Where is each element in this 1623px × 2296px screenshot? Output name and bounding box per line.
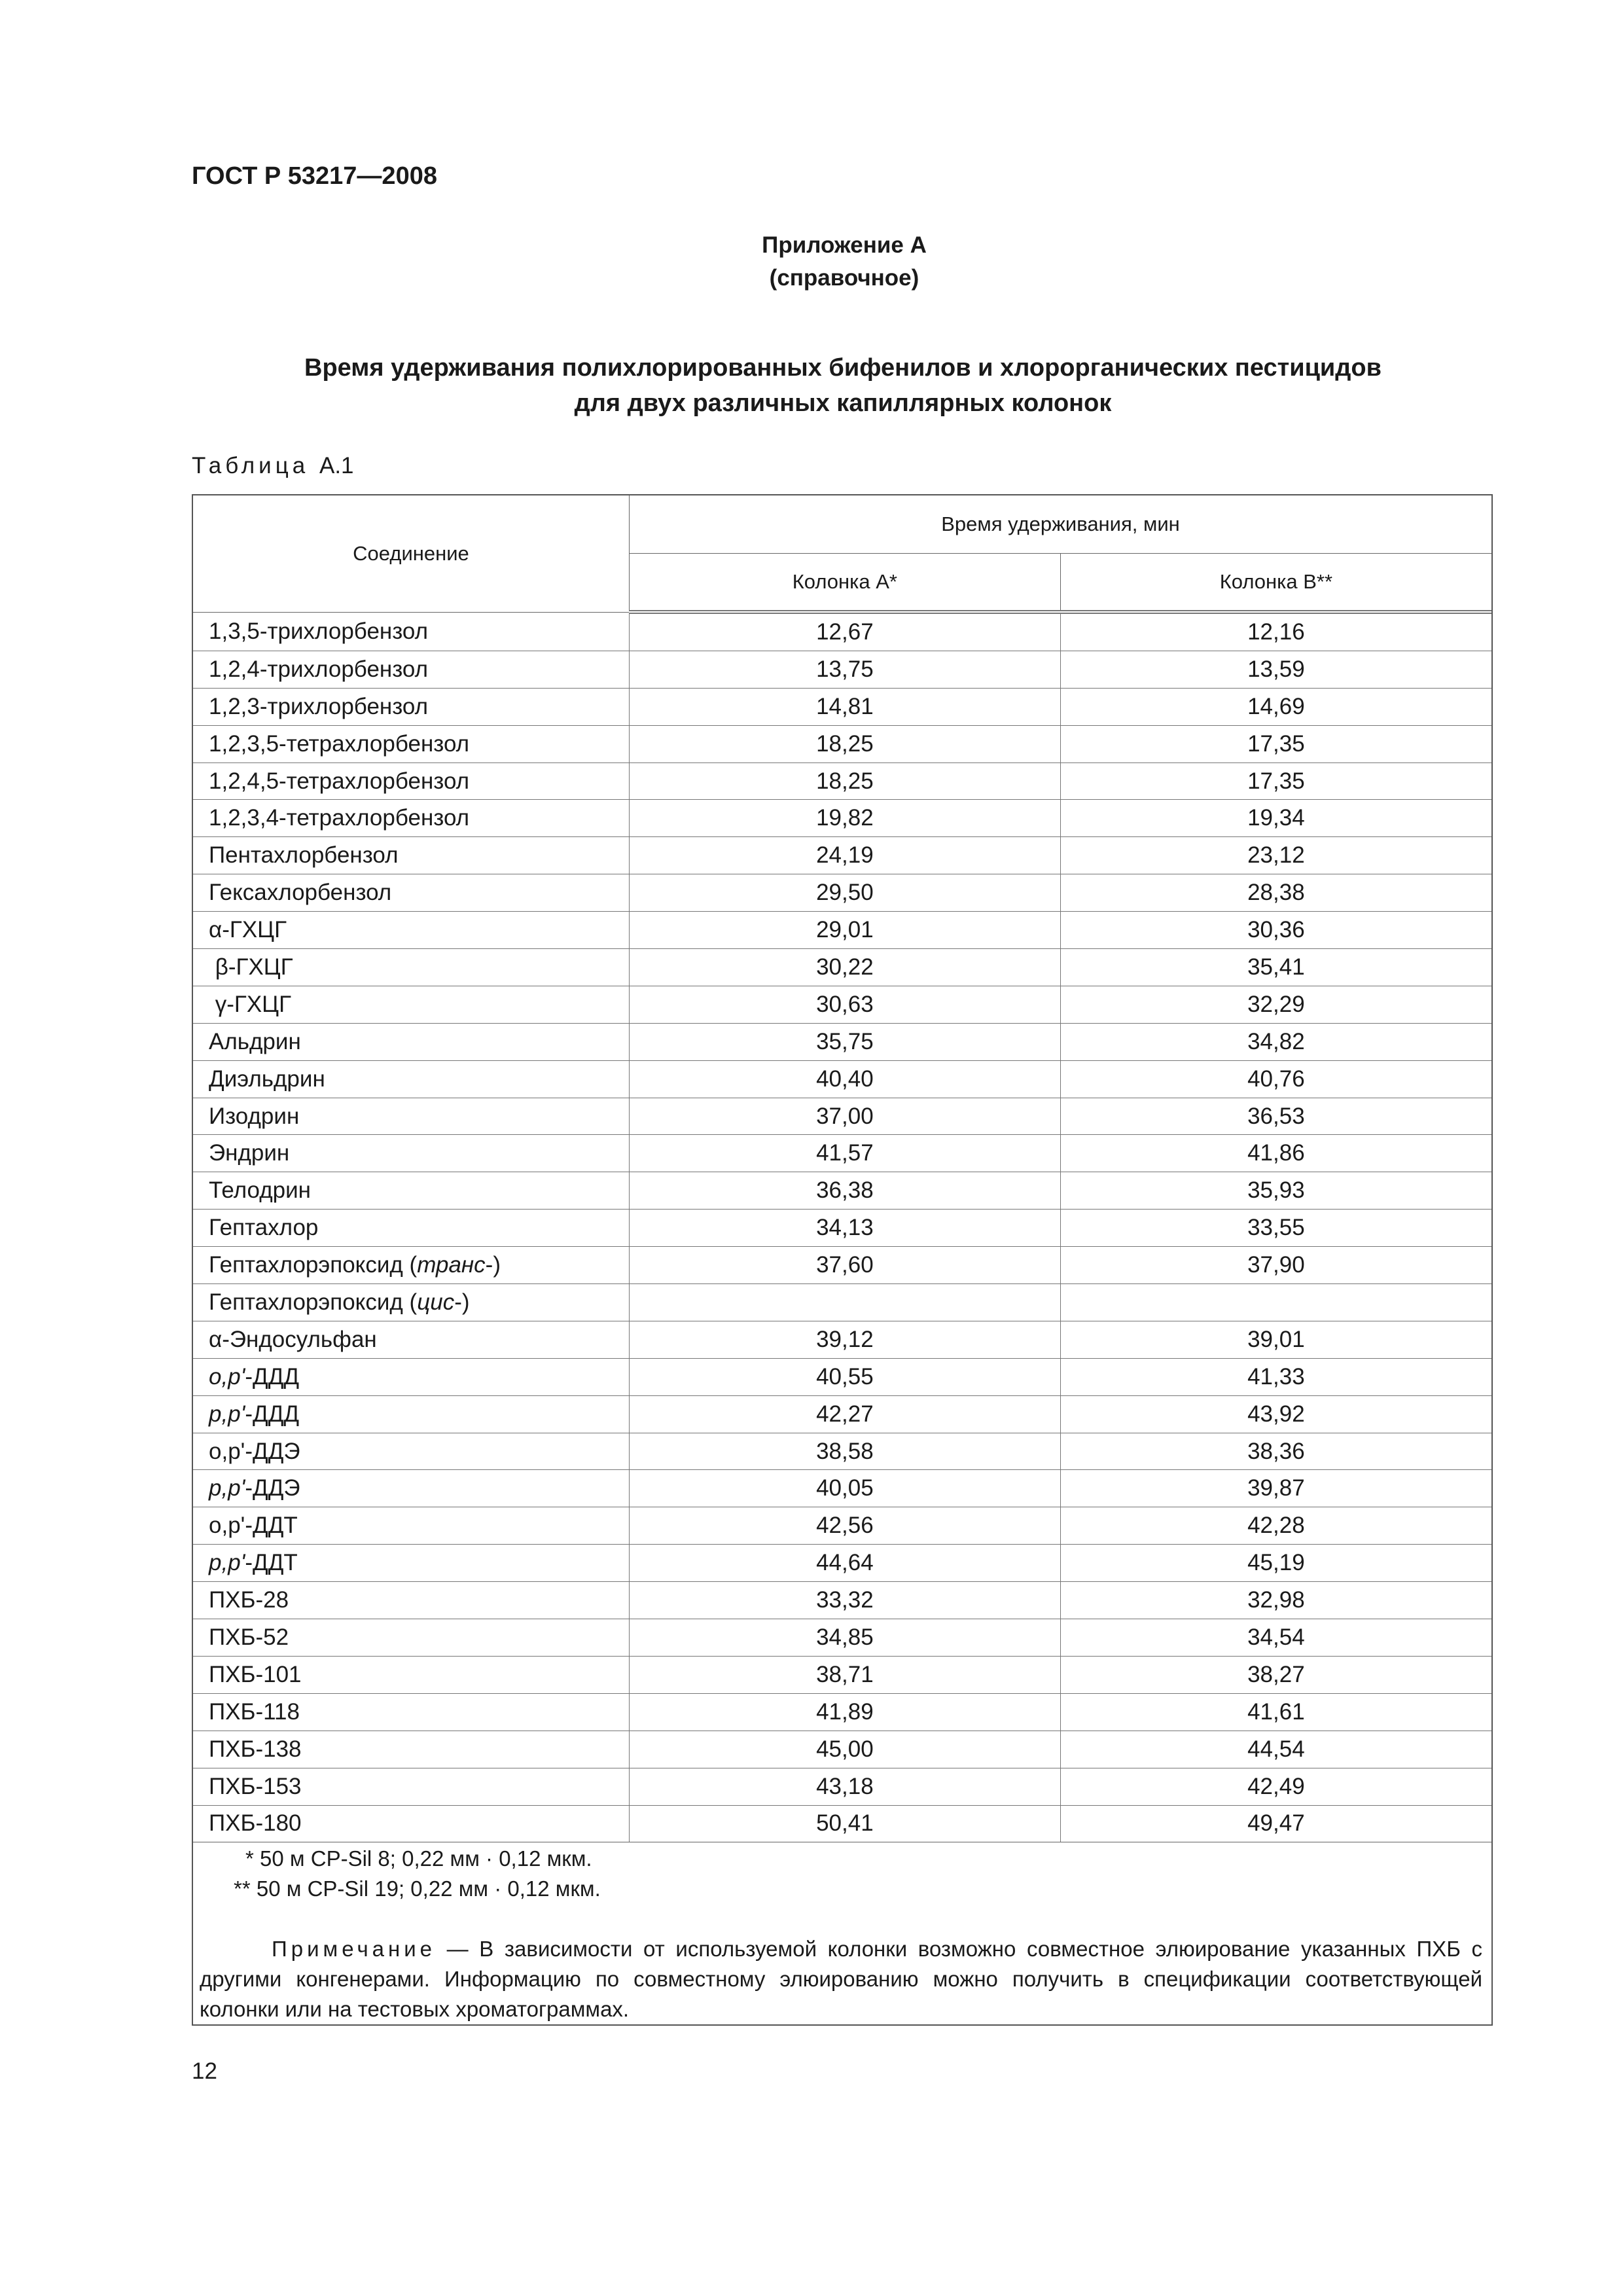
compound-name: -ДДТ bbox=[245, 1550, 298, 1576]
column-a-value: 29,50 bbox=[630, 874, 1061, 912]
column-b-value: 14,69 bbox=[1060, 688, 1491, 725]
column-a-value: 35,75 bbox=[630, 1023, 1061, 1060]
compound-name: α-Эндосульфан bbox=[209, 1326, 377, 1352]
compound-name: Альдрин bbox=[209, 1028, 301, 1054]
compound-cell bbox=[193, 1210, 630, 1247]
compound-cell bbox=[193, 1060, 630, 1098]
column-a-value: 36,38 bbox=[630, 1172, 1061, 1210]
table-row bbox=[193, 1768, 1491, 1805]
compound-cell bbox=[193, 1098, 630, 1135]
compound-cell bbox=[193, 1433, 630, 1470]
table-body bbox=[193, 612, 1491, 1842]
compound-name: Эндрин bbox=[209, 1140, 290, 1166]
compound-cell bbox=[193, 986, 630, 1023]
page-number: 12 bbox=[192, 2058, 217, 2084]
compound-name: β-ГХЦГ bbox=[209, 954, 293, 980]
table-row bbox=[193, 1172, 1491, 1210]
compound-name: Гептахлорэпоксид ( bbox=[209, 1289, 418, 1315]
table-row bbox=[193, 1805, 1491, 1842]
table-row bbox=[193, 986, 1491, 1023]
column-a-value: 40,05 bbox=[630, 1470, 1061, 1507]
column-a-value: 39,12 bbox=[630, 1321, 1061, 1358]
column-a-value: 13,75 bbox=[630, 651, 1061, 688]
compound-name: Гептахлорэпоксид ( bbox=[209, 1252, 418, 1278]
compound-cell bbox=[193, 1545, 630, 1582]
column-a-value: 42,56 bbox=[630, 1507, 1061, 1545]
column-a-value: 33,32 bbox=[630, 1582, 1061, 1619]
table-row bbox=[193, 725, 1491, 762]
table-row bbox=[193, 874, 1491, 912]
compound-name: -ДДЭ bbox=[245, 1475, 300, 1501]
compound-name: Пентахлорбензол bbox=[209, 842, 399, 869]
table-row bbox=[193, 762, 1491, 800]
compound-cell bbox=[193, 1619, 630, 1657]
table-caption-word: Таблица bbox=[192, 453, 310, 478]
note-label: Примечание bbox=[272, 1937, 437, 1961]
compound-name: ПХБ-180 bbox=[209, 1810, 302, 1837]
column-a-value: 41,89 bbox=[630, 1693, 1061, 1731]
compound-cell bbox=[193, 1768, 630, 1805]
header-column-a: Колонка А* bbox=[630, 554, 1061, 613]
compound-cell bbox=[193, 949, 630, 986]
compound-name: o,p'-ДДТ bbox=[209, 1513, 298, 1539]
column-a-value: 43,18 bbox=[630, 1768, 1061, 1805]
column-a-value: 12,67 bbox=[630, 612, 1061, 651]
compound-name: ПХБ-52 bbox=[209, 1624, 289, 1650]
table-row bbox=[193, 1619, 1491, 1657]
column-a-value: 18,25 bbox=[630, 762, 1061, 800]
column-a-value: 40,40 bbox=[630, 1060, 1061, 1098]
retention-time-table bbox=[193, 495, 1491, 1842]
table-row bbox=[193, 1656, 1491, 1693]
table-row bbox=[193, 1060, 1491, 1098]
column-b-value: 34,54 bbox=[1060, 1619, 1491, 1657]
compound-name: -ДДД bbox=[245, 1401, 300, 1427]
column-a-value: 34,13 bbox=[630, 1210, 1061, 1247]
table-row bbox=[193, 1321, 1491, 1358]
compound-cell bbox=[193, 874, 630, 912]
table-row bbox=[193, 800, 1491, 837]
compound-cell bbox=[193, 1172, 630, 1210]
table-row bbox=[193, 1358, 1491, 1395]
compound-cell bbox=[193, 1656, 630, 1693]
table-row bbox=[193, 1395, 1491, 1433]
column-a-value: 37,00 bbox=[630, 1098, 1061, 1135]
table-row bbox=[193, 1545, 1491, 1582]
table-row bbox=[193, 1582, 1491, 1619]
compound-cell bbox=[193, 912, 630, 949]
compound-cell bbox=[193, 1247, 630, 1284]
column-a-value: 29,01 bbox=[630, 912, 1061, 949]
column-b-value: 42,49 bbox=[1060, 1768, 1491, 1805]
column-a-value: 38,58 bbox=[630, 1433, 1061, 1470]
compound-name: γ-ГХЦГ bbox=[209, 991, 292, 1017]
note-text: — В зависимости от используемой колонки возможно совместное элюирование указанных ПХБ с другими конгенерами. Информацию по совместному элюированию можно получить в спецификации соответствующей колонки или на тестовых хроматограммах. bbox=[200, 1937, 1482, 2021]
column-b-value: 35,41 bbox=[1060, 949, 1491, 986]
table-frame bbox=[192, 494, 1493, 2026]
table-row bbox=[193, 949, 1491, 986]
table-row bbox=[193, 1284, 1491, 1321]
column-a-value: 50,41 bbox=[630, 1805, 1061, 1842]
column-b-value: 41,33 bbox=[1060, 1358, 1491, 1395]
table-row bbox=[193, 1135, 1491, 1172]
document-code: ГОСТ Р 53217—2008 bbox=[192, 162, 437, 190]
compound-name-tail: -) bbox=[454, 1289, 470, 1315]
column-b-value: 37,90 bbox=[1060, 1247, 1491, 1284]
column-b-value: 49,47 bbox=[1060, 1805, 1491, 1842]
compound-name: Гептахлор bbox=[209, 1215, 319, 1241]
column-a-value: 19,82 bbox=[630, 800, 1061, 837]
compound-isomer-prefix: o,p' bbox=[209, 1363, 245, 1390]
column-b-value: 34,82 bbox=[1060, 1023, 1491, 1060]
footnote-column-a: * 50 м CP-Sil 8; 0,22 мм · 0,12 мкм. bbox=[245, 1846, 592, 1871]
table-row bbox=[193, 1023, 1491, 1060]
compound-isomer: транс bbox=[417, 1252, 486, 1278]
column-b-value: 39,01 bbox=[1060, 1321, 1491, 1358]
header-column-b: Колонка В** bbox=[1060, 554, 1491, 613]
table-caption-number: А.1 bbox=[319, 453, 354, 478]
compound-cell bbox=[193, 800, 630, 837]
column-b-value: 17,35 bbox=[1060, 725, 1491, 762]
page-title bbox=[192, 350, 1494, 421]
column-a-value: 30,63 bbox=[630, 986, 1061, 1023]
column-b-value: 38,36 bbox=[1060, 1433, 1491, 1470]
compound-cell bbox=[193, 1135, 630, 1172]
compound-name: o,p'-ДДЭ bbox=[209, 1438, 300, 1464]
column-b-value: 12,16 bbox=[1060, 612, 1491, 651]
column-a-value: 42,27 bbox=[630, 1395, 1061, 1433]
column-b-value: 41,61 bbox=[1060, 1693, 1491, 1731]
compound-cell bbox=[193, 1805, 630, 1842]
column-b-value: 35,93 bbox=[1060, 1172, 1491, 1210]
table-row bbox=[193, 1507, 1491, 1545]
column-b-value: 39,87 bbox=[1060, 1470, 1491, 1507]
column-a-value: 30,22 bbox=[630, 949, 1061, 986]
table-row bbox=[193, 837, 1491, 874]
column-a-value: 14,81 bbox=[630, 688, 1061, 725]
column-a-value: 41,57 bbox=[630, 1135, 1061, 1172]
compound-isomer: цис bbox=[417, 1289, 455, 1315]
table-row bbox=[193, 1247, 1491, 1284]
column-b-value: 17,35 bbox=[1060, 762, 1491, 800]
title-line-1: Время удерживания полихлорированных бифенилов и хлорорганических пестицидов bbox=[304, 354, 1382, 382]
column-a-value: 44,64 bbox=[630, 1545, 1061, 1582]
column-b-value: 32,29 bbox=[1060, 986, 1491, 1023]
compound-name: ПХБ-101 bbox=[209, 1661, 302, 1687]
compound-isomer-prefix: p,p' bbox=[209, 1401, 245, 1427]
column-b-value: 23,12 bbox=[1060, 837, 1491, 874]
compound-name: Гексахлорбензол bbox=[209, 880, 392, 906]
compound-name: ПХБ-138 bbox=[209, 1736, 302, 1762]
column-b-value bbox=[1060, 1284, 1491, 1321]
column-b-value: 41,86 bbox=[1060, 1135, 1491, 1172]
table-row bbox=[193, 1210, 1491, 1247]
compound-name: 1,2,4-трихлорбензол bbox=[209, 656, 429, 682]
compound-cell bbox=[193, 612, 630, 651]
compound-cell bbox=[193, 762, 630, 800]
table-row bbox=[193, 1098, 1491, 1135]
header-retention-time: Время удерживания, мин bbox=[630, 495, 1492, 554]
column-b-value: 36,53 bbox=[1060, 1098, 1491, 1135]
table-row bbox=[193, 1470, 1491, 1507]
compound-name: 1,2,4,5-тетрахлорбензол bbox=[209, 768, 470, 794]
compound-name: 1,2,3,5-тетрахлорбензол bbox=[209, 730, 470, 757]
compound-name: α-ГХЦГ bbox=[209, 917, 287, 943]
table-row bbox=[193, 1731, 1491, 1768]
title-line-2: для двух различных капиллярных колонок bbox=[574, 389, 1112, 417]
compound-name: Диэльдрин bbox=[209, 1066, 325, 1092]
table-row bbox=[193, 1433, 1491, 1470]
compound-name: 1,3,5-трихлорбензол bbox=[209, 618, 429, 644]
column-a-value: 40,55 bbox=[630, 1358, 1061, 1395]
compound-cell bbox=[193, 1507, 630, 1545]
table-footnotes bbox=[193, 1844, 1491, 2024]
column-a-value bbox=[630, 1284, 1061, 1321]
column-a-value: 38,71 bbox=[630, 1656, 1061, 1693]
column-a-value: 37,60 bbox=[630, 1247, 1061, 1284]
header-compound: Соединение bbox=[193, 495, 630, 612]
compound-cell bbox=[193, 1731, 630, 1768]
column-b-value: 19,34 bbox=[1060, 800, 1491, 837]
compound-name-tail: -) bbox=[485, 1252, 501, 1278]
column-b-value: 38,27 bbox=[1060, 1656, 1491, 1693]
compound-name: 1,2,3-трихлорбензол bbox=[209, 693, 429, 719]
footnote-column-b: ** 50 м CP-Sil 19; 0,22 мм · 0,12 мкм. bbox=[234, 1876, 601, 1901]
appendix-title: Приложение А bbox=[762, 232, 927, 258]
column-b-value: 28,38 bbox=[1060, 874, 1491, 912]
column-b-value: 43,92 bbox=[1060, 1395, 1491, 1433]
column-b-value: 42,28 bbox=[1060, 1507, 1491, 1545]
compound-name: Телодрин bbox=[209, 1177, 311, 1204]
column-a-value: 34,85 bbox=[630, 1619, 1061, 1657]
compound-cell bbox=[193, 1358, 630, 1395]
compound-cell bbox=[193, 837, 630, 874]
table-row bbox=[193, 612, 1491, 651]
compound-cell bbox=[193, 1470, 630, 1507]
compound-cell bbox=[193, 688, 630, 725]
compound-cell bbox=[193, 725, 630, 762]
column-b-value: 40,76 bbox=[1060, 1060, 1491, 1098]
column-b-value: 30,36 bbox=[1060, 912, 1491, 949]
compound-name: ПХБ-153 bbox=[209, 1773, 302, 1799]
compound-name: ПХБ-28 bbox=[209, 1587, 289, 1613]
compound-cell bbox=[193, 1321, 630, 1358]
compound-cell bbox=[193, 1582, 630, 1619]
table-row bbox=[193, 912, 1491, 949]
compound-name: 1,2,3,4-тетрахлорбензол bbox=[209, 805, 470, 831]
compound-cell bbox=[193, 1395, 630, 1433]
table-row bbox=[193, 651, 1491, 688]
compound-isomer-prefix: p,p' bbox=[209, 1475, 245, 1501]
compound-cell bbox=[193, 1284, 630, 1321]
column-a-value: 18,25 bbox=[630, 725, 1061, 762]
table-note bbox=[193, 1934, 1491, 2024]
compound-isomer-prefix: p,p' bbox=[209, 1550, 245, 1576]
column-b-value: 13,59 bbox=[1060, 651, 1491, 688]
appendix-type: (справочное) bbox=[769, 265, 919, 291]
table-row bbox=[193, 688, 1491, 725]
compound-cell bbox=[193, 1023, 630, 1060]
table-caption bbox=[192, 453, 354, 479]
column-b-value: 44,54 bbox=[1060, 1731, 1491, 1768]
compound-name: ПХБ-118 bbox=[209, 1698, 300, 1725]
column-a-value: 24,19 bbox=[630, 837, 1061, 874]
compound-name: -ДДД bbox=[245, 1363, 300, 1390]
column-b-value: 33,55 bbox=[1060, 1210, 1491, 1247]
compound-cell bbox=[193, 651, 630, 688]
compound-name: Изодрин bbox=[209, 1103, 300, 1129]
table-row bbox=[193, 1693, 1491, 1731]
column-b-value: 32,98 bbox=[1060, 1582, 1491, 1619]
compound-cell bbox=[193, 1693, 630, 1731]
column-a-value: 45,00 bbox=[630, 1731, 1061, 1768]
column-b-value: 45,19 bbox=[1060, 1545, 1491, 1582]
